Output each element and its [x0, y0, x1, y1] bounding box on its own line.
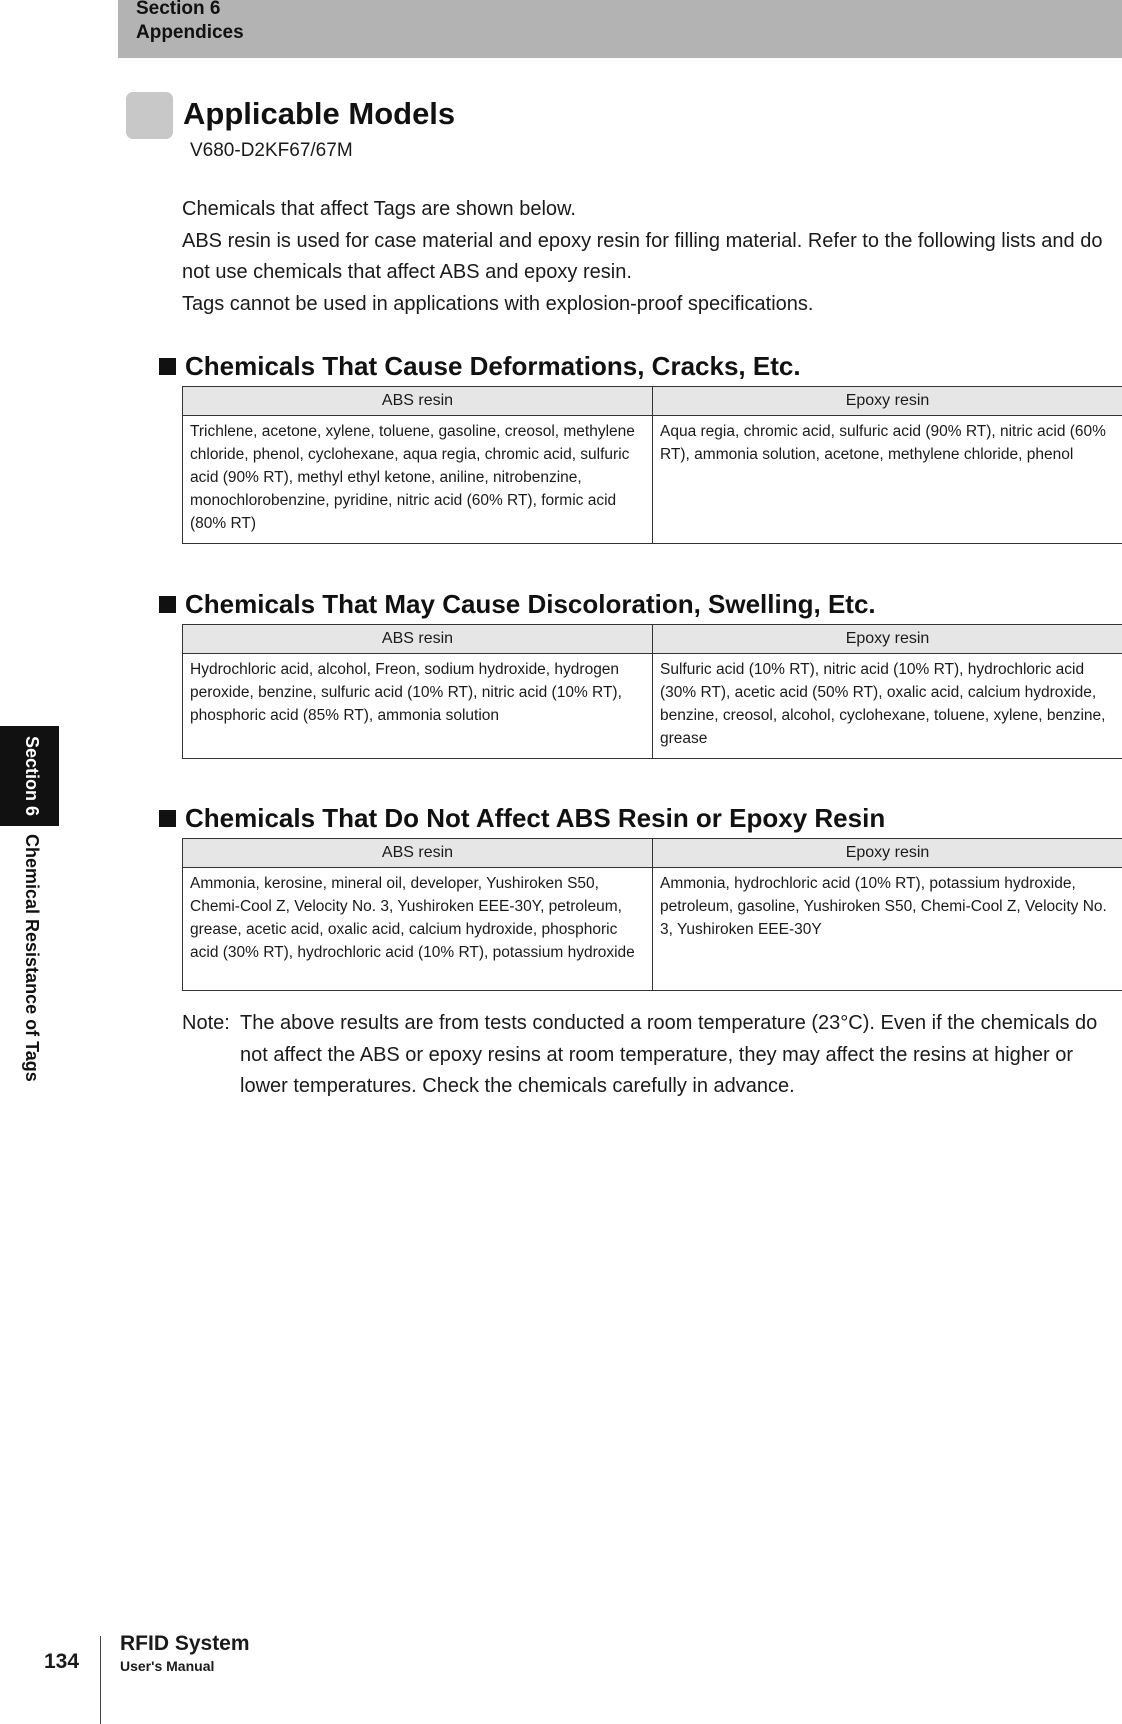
footer-manual: User's Manual [120, 1658, 215, 1674]
model-number: V680-D2KF67/67M [190, 140, 353, 161]
intro-line: ABS resin is used for case material and epoxy resin for filling material. Refer to the following lists and do not use chemicals that affect ABS and epoxy resin. [182, 229, 1103, 283]
page-number: 134 [44, 1650, 80, 1673]
epoxy-chemicals-cell: Sulfuric acid (10% RT), nitric acid (10% RT), hydrochloric acid (30% RT), acetic acid (50% RT), oxalic acid, calcium hydroxide, benzine, creosol, alcohol, cyclohexane, toluene, xylene, benzine, grease [653, 654, 1122, 759]
side-tab-section: Section 6 [22, 735, 42, 817]
side-tab-title: Chemical Resistance of Tags [22, 834, 42, 1082]
section-heading-text: Chemicals That Do Not Affect ABS Resin or Epoxy Resin [185, 803, 886, 833]
column-header-abs: ABS resin [183, 625, 653, 654]
column-header-epoxy: Epoxy resin [653, 625, 1122, 654]
epoxy-chemicals-cell: Aqua regia, chromic acid, sulfuric acid (90% RT), nitric acid (60% RT), ammonia solution, acetone, methylene chloride, phenol [653, 416, 1122, 544]
intro-line: Chemicals that affect Tags are shown below. [182, 198, 576, 220]
note [182, 1008, 1112, 1103]
note-text: The above results are from tests conducted a room temperature (23°C). Even if the chemicals do not affect the ABS or epoxy resins at room temperature, they may affect the resins at higher or lower temperatures. Check the chemicals carefully in advance. [240, 1012, 1098, 1097]
square-bullet-icon [159, 358, 176, 375]
page-title: Applicable Models [183, 96, 456, 131]
intro-text [182, 194, 1112, 320]
column-header-epoxy: Epoxy resin [653, 839, 1122, 868]
header-band [118, 0, 1122, 58]
intro-line: Tags cannot be used in applications with explosion-proof specifications. [182, 292, 814, 315]
section-heading-text: Chemicals That May Cause Discoloration, Swelling, Etc. [185, 589, 876, 619]
square-bullet-icon [159, 596, 176, 613]
header-section: Section 6 [136, 0, 221, 19]
column-header-abs: ABS resin [183, 387, 653, 416]
section-heading-discoloration [159, 589, 876, 620]
title-marker [126, 92, 173, 139]
abs-chemicals-cell: Trichlene, acetone, xylene, toluene, gasoline, creosol, methylene chloride, phenol, cyclohexane, aqua regia, chromic acid, sulfuric acid (90% RT), methyl ethyl ketone, aniline, nitrobenzine, monochlorobenzine, pyridine, nitric acid (60% RT), formic acid (80% RT) [183, 416, 653, 544]
header-chapter: Appendices [136, 22, 244, 43]
abs-chemicals-cell: Hydrochloric acid, alcohol, Freon, sodium hydroxide, hydrogen peroxide, benzine, sulfuric acid (10% RT), nitric acid (10% RT), phosphoric acid (85% RT), ammonia solution [183, 654, 653, 759]
column-header-abs: ABS resin [183, 839, 653, 868]
no-effect-table [182, 838, 1122, 991]
side-tab [12, 726, 52, 1082]
section-heading-no-effect [159, 803, 885, 834]
section-heading-text: Chemicals That Cause Deformations, Cracks, Etc. [185, 351, 801, 381]
footer-product: RFID System [120, 1632, 250, 1655]
discoloration-table [182, 624, 1122, 759]
deformations-table [182, 386, 1122, 544]
square-bullet-icon [159, 810, 176, 827]
column-header-epoxy: Epoxy resin [653, 387, 1122, 416]
epoxy-chemicals-cell: Ammonia, hydrochloric acid (10% RT), potassium hydroxide, petroleum, gasoline, Yushiroken S50, Chemi-Cool Z, Velocity No. 3, Yushiroken EEE-30Y [653, 868, 1122, 991]
note-label: Note: [182, 1012, 230, 1034]
abs-chemicals-cell: Ammonia, kerosine, mineral oil, developer, Yushiroken S50, Chemi-Cool Z, Velocity No. 3, Yushiroken EEE-30Y, petroleum, grease, acetic acid, oxalic acid, calcium hydroxide, phosphoric acid (30% RT), hydrochloric acid (10% RT), potassium hydroxide [183, 868, 653, 991]
footer-divider [100, 1636, 101, 1724]
section-heading-deformations [159, 351, 801, 382]
